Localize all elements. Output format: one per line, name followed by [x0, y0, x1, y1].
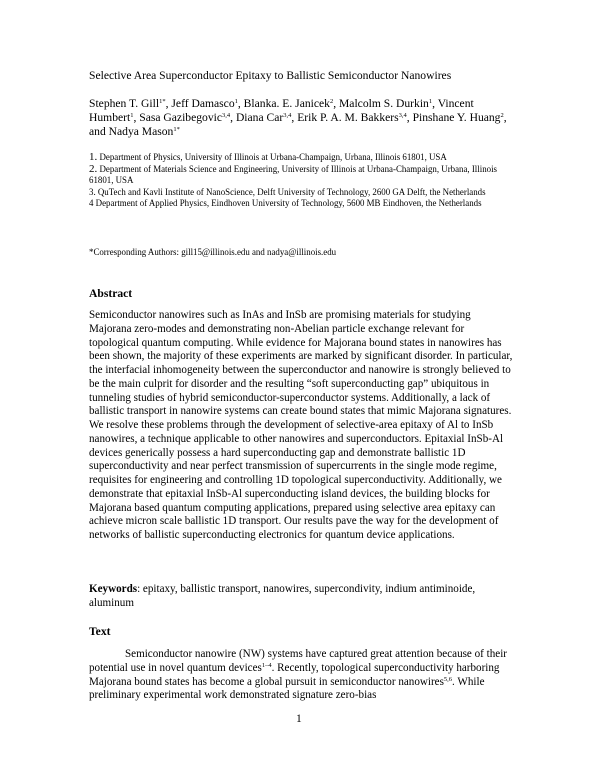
affiliation-list: [89, 152, 509, 210]
affiliation-text: Department of Applied Physics, Eindhoven University of Technology, 5600 MB Eindhoven, the Netherlands: [95, 198, 482, 209]
keywords-list: : epitaxy, ballistic transport, nanowires, supercondivity, indium antiminoide, aluminum: [89, 583, 476, 609]
author-name: Nadya Mason: [108, 125, 174, 139]
author-name: Sasa Gazibegovic: [139, 111, 223, 125]
affiliation-text: QuTech and Kavli Institute of NanoScience, Delft University of Technology, 2600 GA Delft, the Netherlands: [97, 186, 486, 197]
author-affil-mark: 1: [234, 98, 238, 105]
citation: 1–4: [261, 661, 272, 669]
body-text-segment: . While preliminary experimental work demonstrated signature zero-bias: [89, 675, 485, 702]
author-affil-mark: 1*: [159, 98, 166, 105]
author-name: Diana Car: [235, 111, 284, 125]
abstract-heading: Abstract: [89, 287, 133, 300]
author-affil-mark: 2: [500, 112, 504, 120]
author-name: Erik P. A. M. Bakkers: [297, 111, 399, 125]
body-text-segment: . Recently, topological superconductivity harboring Majorana bound states has become a global pursuit in semiconductor nanowires: [89, 661, 500, 688]
affiliation-text: Department of Materials Science and Engineering, University of Illinois at Urbana-Champaign, Urbana, Illinois 61801, USA: [89, 163, 498, 186]
affiliation: [89, 187, 509, 199]
body-text-segment: Semiconductor nanowire (NW) systems have captured great attention because of their potential use in novel quantum devices: [89, 648, 507, 674]
author-affil-mark: 3,4: [283, 112, 292, 120]
affiliation-number: 1.: [89, 151, 98, 163]
author-list: Stephen T. Gill$^{1*}$, Jeff Damasco$^1$, Blanka. E. Janicek$^2$, Malcolm S. Durkin$^1$, Vincent Humbert$^1$, Sasa Gazibegovic$^{3,4}$, Diana Car$^{3,4}$, Erik P. A. M. Bakkers$^{3,4}$, Pinshane Y. Huang$^2$, and Nadya Mason$^{1*}$: [89, 97, 507, 139]
affiliation: [89, 152, 509, 164]
author-name: Vincent Humbert: [89, 97, 474, 125]
author-affil-mark: 1: [428, 98, 433, 105]
affiliation: [89, 164, 509, 187]
author-affil-mark: 1*: [173, 126, 180, 134]
author-affil-mark: 1: [130, 112, 134, 120]
text-heading: Text: [89, 625, 111, 638]
body-paragraph: [89, 648, 513, 703]
affiliation-text: Department of Physics, University of Illinois at Urbana-Champaign, Urbana, Illinois 61801, USA: [99, 152, 447, 162]
citation: 5,6: [443, 675, 453, 683]
affiliation-number: 3.: [89, 186, 96, 197]
author-name: Malcolm S. Durkin: [339, 97, 429, 110]
author-affil-mark: 3,4: [222, 112, 231, 120]
keywords-label: Keywords: [89, 583, 138, 595]
author-affil-mark: 2: [329, 98, 334, 105]
affiliation-number: 4: [89, 198, 94, 209]
paper-title: Selective Area Superconductor Epitaxy to Ballistic Semiconductor Nanowires: [89, 69, 452, 82]
keywords: [89, 583, 513, 611]
author-name: Jeff Damasco: [171, 97, 235, 110]
affiliation: [89, 198, 509, 210]
author-affil-mark: 3,4: [398, 112, 407, 120]
abstract-text: Semiconductor nanowires such as InAs and InSb are promising materials for studying Majorana zero-modes and demonstrating non-Abelian particle exchange relevant for topological quantum computing. While evidence for Majorana bound states in nanowires has been shown, the majority of these experiments are marked by significant disorder. In particular, the interfacial inhomogeneity between the superconductor and nanowire is strongly believed to be the main culprit for disorder and the resulting “soft superconducting gap” ubiquitous in tunneling studies of hybrid semiconductor-superconductor systems. Additionally, a lack of ballistic transport in nanowire systems can create bound states that mimic Majorana signatures. We resolve these problems through the development of selective-area epitaxy of Al to InSb nanowires, a technique applicable to other nanowires and superconductors. Epitaxial InSb-Al devices generically possess a hard superconducting gap and demonstrate ballistic 1D superconductivity and near perfect transmission of supercurrents in the single mode regime, requisites for engineering and controlling 1D topological superconductivity. Additionally, we demonstrate that epitaxial InSb-Al superconducting island devices, the building blocks for Majorana based quantum computing applications, prepared using selective area epitaxy can achieve micron scale ballistic 1D transport. Our results pave the way for the development of networks of ballistic superconducting electronics for quantum device applications.: [89, 309, 513, 541]
page-number: 1: [296, 712, 302, 725]
affiliation-number: 2.: [89, 162, 98, 175]
author-name: Stephen T. Gill: [89, 97, 160, 110]
author-name: Blanka. E. Janicek: [243, 97, 330, 110]
corresponding-authors: *Corresponding Authors: gill15@illinois.edu and nadya@illinois.edu: [89, 247, 337, 257]
author-name: Pinshane Y. Huang: [412, 111, 501, 125]
